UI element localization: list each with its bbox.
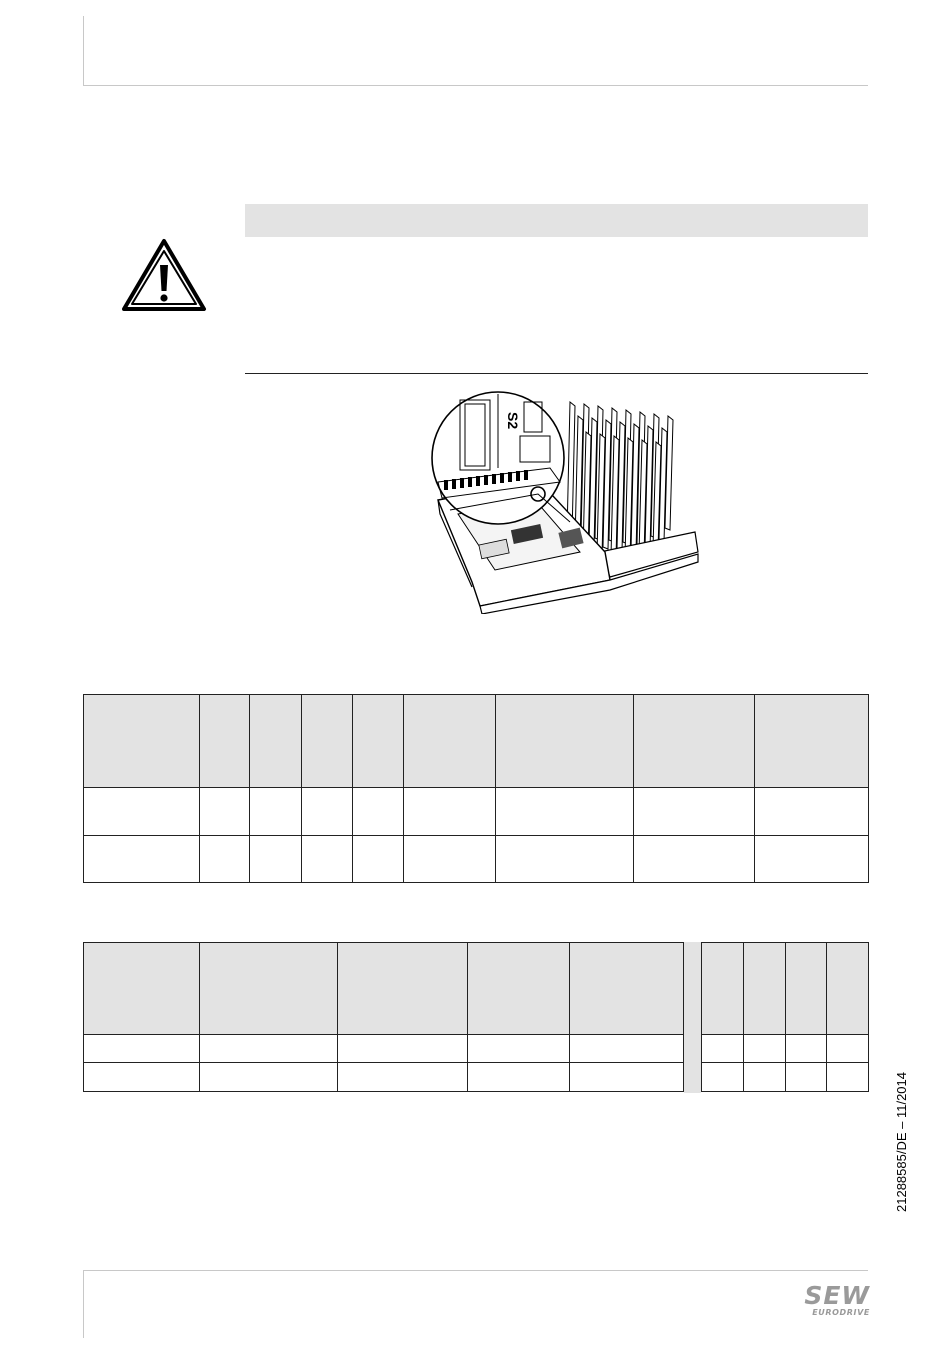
table-row xyxy=(84,1035,684,1063)
table-row xyxy=(84,836,869,883)
table-3-header-cell xyxy=(702,1011,744,1035)
table-3-header-cell xyxy=(702,943,744,1011)
table-1-header-cell xyxy=(634,695,755,788)
table-1-header-cell xyxy=(302,695,353,763)
warning-end-rule xyxy=(245,373,868,374)
table-2-header-cell xyxy=(468,943,570,1035)
table-3-header-cell xyxy=(786,1011,827,1035)
switch-s2-label: S2 xyxy=(505,412,521,430)
table-2-header-cell xyxy=(338,943,468,1035)
table-1-header-cell xyxy=(250,695,302,763)
table-3-header-cell xyxy=(827,943,869,1011)
footer-left-rule xyxy=(83,1270,84,1338)
table-1-header-cell xyxy=(200,763,250,788)
table-1-header-cell xyxy=(84,695,200,788)
table-1-header-cell xyxy=(496,695,634,788)
table-1-header-cell xyxy=(200,695,250,763)
device-illustration xyxy=(420,382,710,614)
warning-heading-bar xyxy=(245,204,868,237)
table-1-header-cell xyxy=(353,763,404,788)
footer-top-rule xyxy=(83,1270,868,1271)
table-2-gap-shading xyxy=(684,942,701,1093)
table-row xyxy=(702,1063,869,1092)
logo-sub-text: EURODRIVE xyxy=(812,1308,870,1317)
document-id: 21288585/DE – 11/2014 xyxy=(894,1072,909,1212)
table-1-header-cell xyxy=(302,763,353,788)
table-2-header-cell xyxy=(570,943,684,1035)
table-1-header-cell xyxy=(353,695,404,763)
table-row xyxy=(84,1063,684,1092)
table-2 xyxy=(83,942,684,1092)
table-3-header-cell xyxy=(744,1011,786,1035)
table-1-header-cell xyxy=(404,695,496,788)
table-3 xyxy=(701,942,869,1092)
header-bottom-rule xyxy=(83,85,868,86)
table-2-header-cell xyxy=(200,943,338,1035)
table-1-header-cell xyxy=(250,763,302,788)
sew-eurodrive-logo xyxy=(796,1283,870,1317)
table-1 xyxy=(83,694,869,883)
table-1-header-cell xyxy=(755,695,869,788)
table-2-header-cell xyxy=(84,943,200,1035)
table-3-header-cell xyxy=(827,1011,869,1035)
table-3-header-cell xyxy=(786,943,827,1011)
table-3-header-cell xyxy=(744,943,786,1011)
table-row xyxy=(84,788,869,836)
header-left-rule xyxy=(83,16,84,86)
logo-main-text: SEW xyxy=(804,1281,870,1310)
warning-icon xyxy=(120,237,208,313)
table-row xyxy=(702,1035,869,1063)
